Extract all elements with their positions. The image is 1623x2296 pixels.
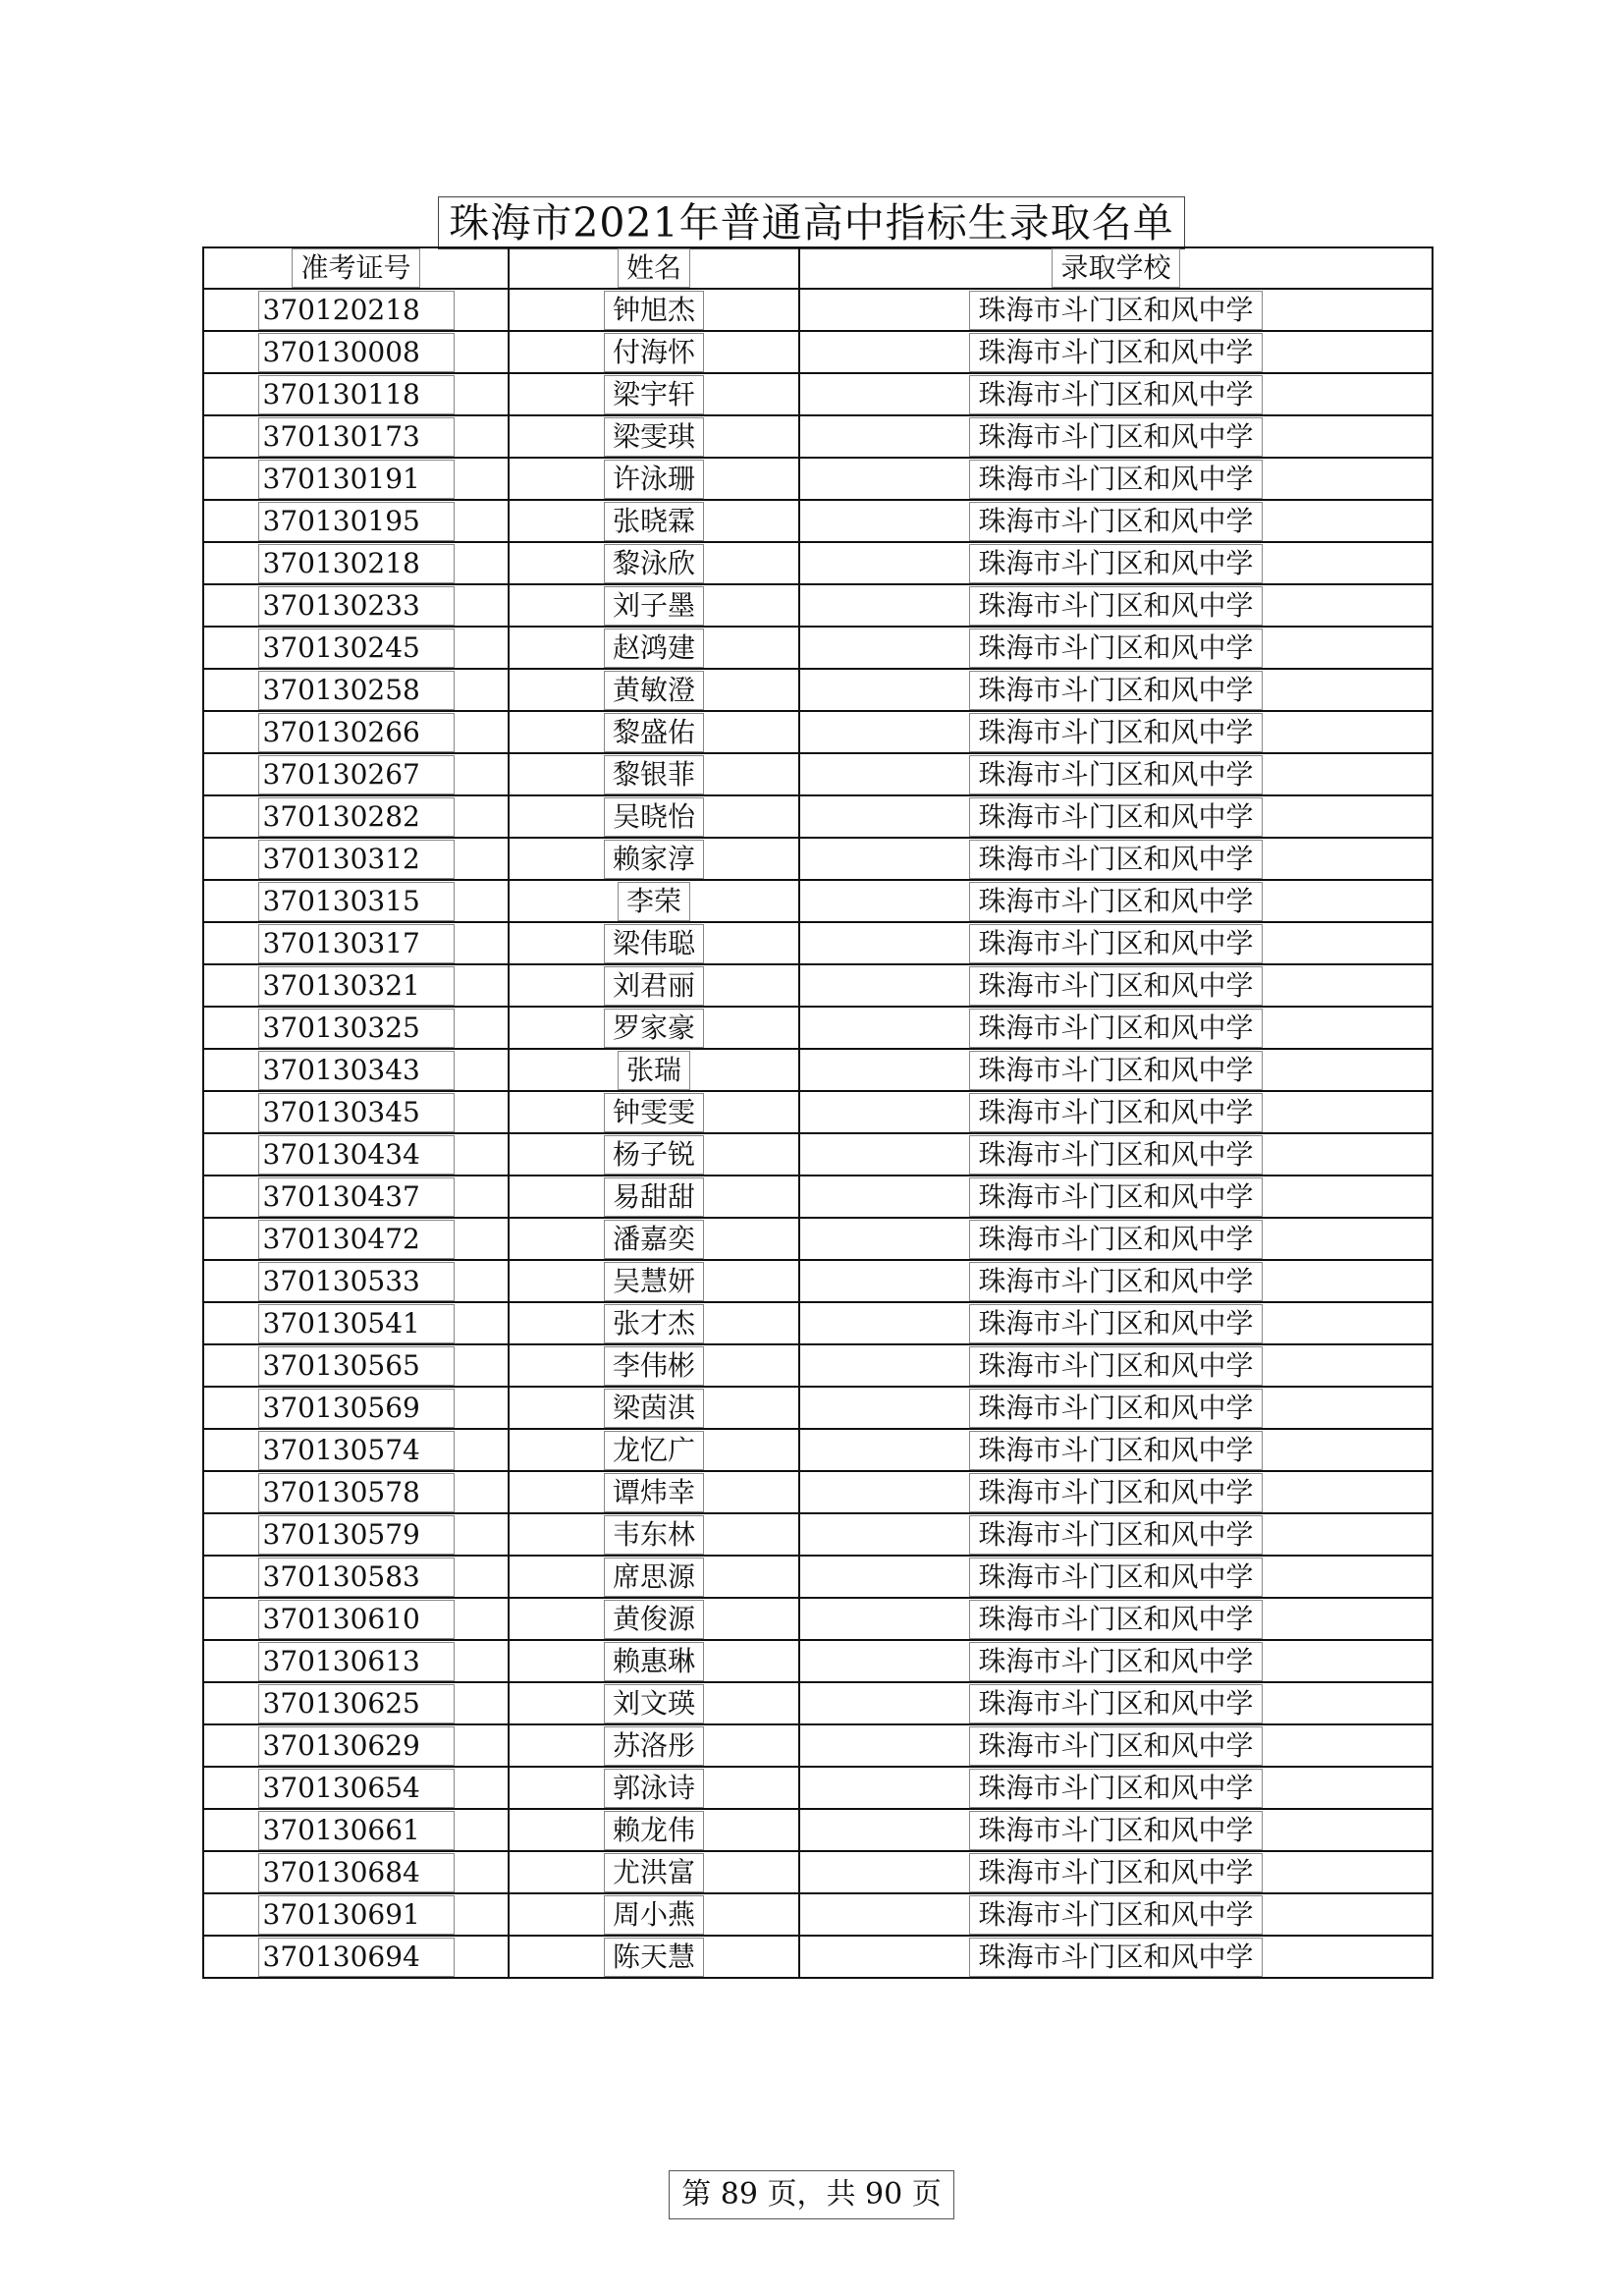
admitted-school-cell (799, 458, 1433, 500)
admission-id: 370130579 (258, 1515, 455, 1555)
admission-id: 370130434 (258, 1135, 455, 1175)
table-row (203, 1471, 1433, 1513)
admitted-school: 珠海市斗门区和风中学 (969, 1220, 1262, 1259)
admitted-school: 珠海市斗门区和风中学 (969, 797, 1262, 837)
admission-id-cell (203, 1936, 509, 1978)
admission-table (202, 246, 1434, 1979)
student-name: 杨子锐 (604, 1135, 704, 1175)
admission-id-cell (203, 331, 509, 373)
table-row (203, 627, 1433, 669)
admission-id: 370130569 (258, 1389, 455, 1428)
admission-id: 370130345 (258, 1093, 455, 1132)
admission-id-cell (203, 838, 509, 880)
admitted-school: 珠海市斗门区和风中学 (969, 1895, 1262, 1935)
admitted-school: 珠海市斗门区和风中学 (969, 460, 1262, 499)
admitted-school-cell (799, 584, 1433, 627)
admission-id: 370130266 (258, 713, 455, 752)
table-row (203, 753, 1433, 795)
table-row (203, 838, 1433, 880)
admission-id: 370130321 (258, 966, 455, 1006)
table-row (203, 669, 1433, 711)
admitted-school: 珠海市斗门区和风中学 (969, 1558, 1262, 1597)
table-row (203, 1598, 1433, 1640)
student-name: 刘君丽 (604, 966, 704, 1006)
admission-id: 370120218 (258, 291, 455, 330)
admitted-school-cell (799, 1007, 1433, 1049)
student-name: 罗家豪 (604, 1009, 704, 1048)
admitted-school: 珠海市斗门区和风中学 (969, 291, 1262, 330)
header-school: 录取学校 (1052, 248, 1179, 288)
admitted-school: 珠海市斗门区和风中学 (969, 671, 1262, 710)
student-name-cell (509, 1429, 799, 1471)
admitted-school-cell (799, 964, 1433, 1007)
table-row (203, 964, 1433, 1007)
admitted-school: 珠海市斗门区和风中学 (969, 1684, 1262, 1723)
admitted-school-cell (799, 669, 1433, 711)
student-name: 张才杰 (604, 1304, 704, 1343)
admitted-school: 珠海市斗门区和风中学 (969, 840, 1262, 879)
student-name-cell (509, 1218, 799, 1260)
table-row (203, 1640, 1433, 1682)
student-name-cell (509, 627, 799, 669)
student-name-cell (509, 331, 799, 373)
student-name: 赖龙伟 (604, 1811, 704, 1850)
student-name: 梁茵淇 (604, 1389, 704, 1428)
table-row (203, 1091, 1433, 1133)
page-title: 珠海市2021年普通高中指标生录取名单 (438, 196, 1184, 249)
admitted-school-cell (799, 1260, 1433, 1302)
admission-id: 370130245 (258, 629, 455, 668)
student-name-cell (509, 1133, 799, 1175)
student-name: 韦东林 (604, 1515, 704, 1555)
admitted-school-cell (799, 331, 1433, 373)
admitted-school: 珠海市斗门区和风中学 (969, 1769, 1262, 1808)
table-row (203, 1513, 1433, 1556)
admitted-school: 珠海市斗门区和风中学 (969, 1051, 1262, 1090)
student-name: 黎盛佑 (604, 713, 704, 752)
admitted-school-cell (799, 289, 1433, 331)
admitted-school-cell (799, 542, 1433, 584)
admitted-school: 珠海市斗门区和风中学 (969, 924, 1262, 963)
admission-id: 370130233 (258, 586, 455, 626)
student-name-cell (509, 1175, 799, 1218)
student-name-cell (509, 838, 799, 880)
admitted-school-cell (799, 1724, 1433, 1767)
admitted-school-cell (799, 373, 1433, 415)
student-name-cell (509, 711, 799, 753)
student-name: 刘子墨 (604, 586, 704, 626)
table-row (203, 1260, 1433, 1302)
table-row (203, 922, 1433, 964)
admitted-school: 珠海市斗门区和风中学 (969, 1093, 1262, 1132)
admitted-school-cell (799, 1936, 1433, 1978)
student-name: 许泳珊 (604, 460, 704, 499)
admitted-school-cell (799, 711, 1433, 753)
table-row (203, 542, 1433, 584)
header-school-cell (799, 247, 1433, 289)
admitted-school-cell (799, 1091, 1433, 1133)
admitted-school: 珠海市斗门区和风中学 (969, 1642, 1262, 1681)
student-name: 陈天慧 (604, 1938, 704, 1977)
admitted-school-cell (799, 795, 1433, 838)
admission-id-cell (203, 500, 509, 542)
admitted-school-cell (799, 1429, 1433, 1471)
student-name-cell (509, 1091, 799, 1133)
table-header-row (203, 247, 1433, 289)
admitted-school: 珠海市斗门区和风中学 (969, 1811, 1262, 1850)
admitted-school: 珠海市斗门区和风中学 (969, 1600, 1262, 1639)
admitted-school-cell (799, 1893, 1433, 1936)
admission-id: 370130282 (258, 797, 455, 837)
student-name: 黎银菲 (604, 755, 704, 794)
student-name: 刘文瑛 (604, 1684, 704, 1723)
admitted-school-cell (799, 1302, 1433, 1344)
admission-id-cell (203, 373, 509, 415)
admission-id: 370130315 (258, 882, 455, 921)
admitted-school-cell (799, 1471, 1433, 1513)
table-row (203, 880, 1433, 922)
student-name: 李伟彬 (604, 1346, 704, 1386)
table-row (203, 1682, 1433, 1724)
table-row (203, 1302, 1433, 1344)
admitted-school-cell (799, 1640, 1433, 1682)
student-name-cell (509, 795, 799, 838)
student-name-cell (509, 373, 799, 415)
title-wrap (0, 196, 1623, 249)
table-row (203, 331, 1433, 373)
admitted-school-cell (799, 1387, 1433, 1429)
student-name-cell (509, 922, 799, 964)
admission-id: 370130574 (258, 1431, 455, 1470)
admission-id-cell (203, 1091, 509, 1133)
admission-id: 370130565 (258, 1346, 455, 1386)
admitted-school: 珠海市斗门区和风中学 (969, 375, 1262, 414)
admission-id-cell (203, 415, 509, 458)
student-name: 苏洛彤 (604, 1726, 704, 1766)
table-row (203, 711, 1433, 753)
admission-id-cell (203, 753, 509, 795)
admission-id-cell (203, 1682, 509, 1724)
admission-id: 370130629 (258, 1726, 455, 1766)
admission-id-cell (203, 1344, 509, 1387)
admitted-school: 珠海市斗门区和风中学 (969, 544, 1262, 583)
admission-id: 370130008 (258, 333, 455, 372)
admitted-school: 珠海市斗门区和风中学 (969, 417, 1262, 457)
admission-id-cell (203, 795, 509, 838)
student-name-cell (509, 753, 799, 795)
admission-id-cell (203, 1893, 509, 1936)
admission-id: 370130258 (258, 671, 455, 710)
table-row (203, 415, 1433, 458)
admission-id-cell (203, 711, 509, 753)
admitted-school: 珠海市斗门区和风中学 (969, 1135, 1262, 1175)
table-row (203, 1344, 1433, 1387)
admission-id-cell (203, 1471, 509, 1513)
admission-id-cell (203, 1513, 509, 1556)
student-name: 尤洪富 (604, 1853, 704, 1892)
admitted-school-cell (799, 1556, 1433, 1598)
table-row (203, 500, 1433, 542)
student-name-cell (509, 1471, 799, 1513)
admitted-school: 珠海市斗门区和风中学 (969, 1389, 1262, 1428)
student-name-cell (509, 1724, 799, 1767)
table-row (203, 795, 1433, 838)
student-name: 梁伟聪 (604, 924, 704, 963)
header-id-cell (203, 247, 509, 289)
student-name-cell (509, 1387, 799, 1429)
admission-id: 370130610 (258, 1600, 455, 1639)
table-row (203, 1893, 1433, 1936)
student-name-cell (509, 1513, 799, 1556)
student-name: 谭炜幸 (604, 1473, 704, 1512)
admitted-school-cell (799, 1175, 1433, 1218)
student-name-cell (509, 669, 799, 711)
student-name: 席思源 (604, 1558, 704, 1597)
admission-id: 370130325 (258, 1009, 455, 1048)
table-row (203, 1387, 1433, 1429)
student-name-cell (509, 415, 799, 458)
admission-id: 370130173 (258, 417, 455, 457)
admission-id: 370130625 (258, 1684, 455, 1723)
table-row (203, 1218, 1433, 1260)
admitted-school: 珠海市斗门区和风中学 (969, 1515, 1262, 1555)
admitted-school: 珠海市斗门区和风中学 (969, 966, 1262, 1006)
admitted-school: 珠海市斗门区和风中学 (969, 755, 1262, 794)
table-row (203, 1936, 1433, 1978)
admitted-school-cell (799, 1598, 1433, 1640)
admitted-school: 珠海市斗门区和风中学 (969, 1473, 1262, 1512)
student-name: 吴晓怡 (604, 797, 704, 837)
admission-id-cell (203, 1218, 509, 1260)
student-name: 梁宇轩 (604, 375, 704, 414)
admitted-school: 珠海市斗门区和风中学 (969, 629, 1262, 668)
admitted-school: 珠海市斗门区和风中学 (969, 1262, 1262, 1301)
student-name-cell (509, 542, 799, 584)
admission-id-cell (203, 1007, 509, 1049)
student-name: 李荣 (618, 882, 690, 921)
admission-id-cell (203, 1175, 509, 1218)
student-name: 赖家淳 (604, 840, 704, 879)
student-name: 张晓霖 (604, 502, 704, 541)
admission-id-cell (203, 458, 509, 500)
admitted-school-cell (799, 1344, 1433, 1387)
admission-id-cell (203, 1049, 509, 1091)
student-name-cell (509, 1556, 799, 1598)
admission-id: 370130195 (258, 502, 455, 541)
header-name-cell (509, 247, 799, 289)
admission-id: 370130691 (258, 1895, 455, 1935)
admission-id: 370130654 (258, 1769, 455, 1808)
admission-id-cell (203, 964, 509, 1007)
table-row (203, 1133, 1433, 1175)
admission-id-cell (203, 1302, 509, 1344)
admitted-school: 珠海市斗门区和风中学 (969, 586, 1262, 626)
student-name-cell (509, 1049, 799, 1091)
student-name-cell (509, 964, 799, 1007)
admission-id-cell (203, 584, 509, 627)
admission-id-cell (203, 1260, 509, 1302)
table-row (203, 1007, 1433, 1049)
student-name: 周小燕 (604, 1895, 704, 1935)
admission-id: 370130218 (258, 544, 455, 583)
admission-id: 370130578 (258, 1473, 455, 1512)
student-name: 赖惠琳 (604, 1642, 704, 1681)
student-name-cell (509, 1640, 799, 1682)
admission-id-cell (203, 1640, 509, 1682)
table-row (203, 1767, 1433, 1809)
student-name: 黎泳欣 (604, 544, 704, 583)
admission-id: 370130267 (258, 755, 455, 794)
student-name-cell (509, 1344, 799, 1387)
student-name-cell (509, 1893, 799, 1936)
header-id: 准考证号 (292, 248, 419, 288)
admitted-school-cell (799, 1682, 1433, 1724)
admission-id-cell (203, 1133, 509, 1175)
student-name-cell (509, 1851, 799, 1893)
admitted-school: 珠海市斗门区和风中学 (969, 882, 1262, 921)
student-name: 郭泳诗 (604, 1769, 704, 1808)
student-name-cell (509, 1302, 799, 1344)
admitted-school: 珠海市斗门区和风中学 (969, 333, 1262, 372)
student-name-cell (509, 458, 799, 500)
admission-id: 370130317 (258, 924, 455, 963)
admission-id: 370130661 (258, 1811, 455, 1850)
admitted-school-cell (799, 880, 1433, 922)
admitted-school-cell (799, 500, 1433, 542)
page-number: 第 89 页，共 90 页 (669, 2170, 954, 2219)
admission-id-cell (203, 542, 509, 584)
admission-id-cell (203, 1809, 509, 1851)
admission-id: 370130583 (258, 1558, 455, 1597)
student-name: 赵鸿建 (604, 629, 704, 668)
student-name-cell (509, 1598, 799, 1640)
header-name: 姓名 (618, 248, 690, 288)
admitted-school-cell (799, 1767, 1433, 1809)
table-row (203, 1175, 1433, 1218)
admitted-school-cell (799, 1513, 1433, 1556)
admitted-school: 珠海市斗门区和风中学 (969, 1431, 1262, 1470)
admitted-school-cell (799, 1133, 1433, 1175)
table-row (203, 1809, 1433, 1851)
student-name: 黄敏澄 (604, 671, 704, 710)
student-name-cell (509, 289, 799, 331)
student-name-cell (509, 1809, 799, 1851)
student-name-cell (509, 584, 799, 627)
admitted-school: 珠海市斗门区和风中学 (969, 502, 1262, 541)
student-name: 潘嘉奕 (604, 1220, 704, 1259)
admitted-school: 珠海市斗门区和风中学 (969, 1304, 1262, 1343)
admission-id-cell (203, 1724, 509, 1767)
table-row (203, 1429, 1433, 1471)
admission-id: 370130191 (258, 460, 455, 499)
admission-id-cell (203, 1851, 509, 1893)
table-body (203, 289, 1433, 1978)
admission-id-cell (203, 922, 509, 964)
table-row (203, 458, 1433, 500)
table-row (203, 373, 1433, 415)
table-row (203, 1556, 1433, 1598)
student-name: 龙忆广 (604, 1431, 704, 1470)
admitted-school-cell (799, 627, 1433, 669)
student-name-cell (509, 1007, 799, 1049)
admission-id-cell (203, 1598, 509, 1640)
admitted-school-cell (799, 1851, 1433, 1893)
student-name-cell (509, 1260, 799, 1302)
admitted-school-cell (799, 1218, 1433, 1260)
table-row (203, 1049, 1433, 1091)
admitted-school: 珠海市斗门区和风中学 (969, 1346, 1262, 1386)
admitted-school-cell (799, 1049, 1433, 1091)
admission-id: 370130613 (258, 1642, 455, 1681)
admitted-school-cell (799, 922, 1433, 964)
admitted-school: 珠海市斗门区和风中学 (969, 1177, 1262, 1217)
admission-id: 370130694 (258, 1938, 455, 1977)
admission-id-cell (203, 1429, 509, 1471)
admitted-school: 珠海市斗门区和风中学 (969, 713, 1262, 752)
table-row (203, 289, 1433, 331)
table-row (203, 1851, 1433, 1893)
admission-id: 370130541 (258, 1304, 455, 1343)
admission-id: 370130343 (258, 1051, 455, 1090)
admission-id-cell (203, 880, 509, 922)
student-name-cell (509, 1682, 799, 1724)
admission-id-cell (203, 669, 509, 711)
admission-id-cell (203, 627, 509, 669)
admission-id: 370130118 (258, 375, 455, 414)
admitted-school: 珠海市斗门区和风中学 (969, 1009, 1262, 1048)
student-name: 钟旭杰 (604, 291, 704, 330)
admitted-school: 珠海市斗门区和风中学 (969, 1938, 1262, 1977)
student-name: 张瑞 (618, 1051, 690, 1090)
footer-wrap (0, 2170, 1623, 2219)
table-row (203, 584, 1433, 627)
student-name: 吴慧妍 (604, 1262, 704, 1301)
table-row (203, 1724, 1433, 1767)
student-name: 易甜甜 (604, 1177, 704, 1217)
admitted-school-cell (799, 415, 1433, 458)
admission-id-cell (203, 289, 509, 331)
admission-id: 370130437 (258, 1177, 455, 1217)
student-name-cell (509, 500, 799, 542)
student-name-cell (509, 880, 799, 922)
admission-id-cell (203, 1767, 509, 1809)
admission-id: 370130533 (258, 1262, 455, 1301)
admitted-school-cell (799, 753, 1433, 795)
student-name: 黄俊源 (604, 1600, 704, 1639)
student-name: 梁雯琪 (604, 417, 704, 457)
admission-id: 370130312 (258, 840, 455, 879)
admission-id: 370130472 (258, 1220, 455, 1259)
student-name: 钟雯雯 (604, 1093, 704, 1132)
admitted-school-cell (799, 1809, 1433, 1851)
student-name: 付海怀 (604, 333, 704, 372)
admitted-school: 珠海市斗门区和风中学 (969, 1726, 1262, 1766)
admission-id-cell (203, 1556, 509, 1598)
student-name-cell (509, 1767, 799, 1809)
admitted-school-cell (799, 838, 1433, 880)
admission-id-cell (203, 1387, 509, 1429)
admitted-school: 珠海市斗门区和风中学 (969, 1853, 1262, 1892)
student-name-cell (509, 1936, 799, 1978)
admission-id: 370130684 (258, 1853, 455, 1892)
